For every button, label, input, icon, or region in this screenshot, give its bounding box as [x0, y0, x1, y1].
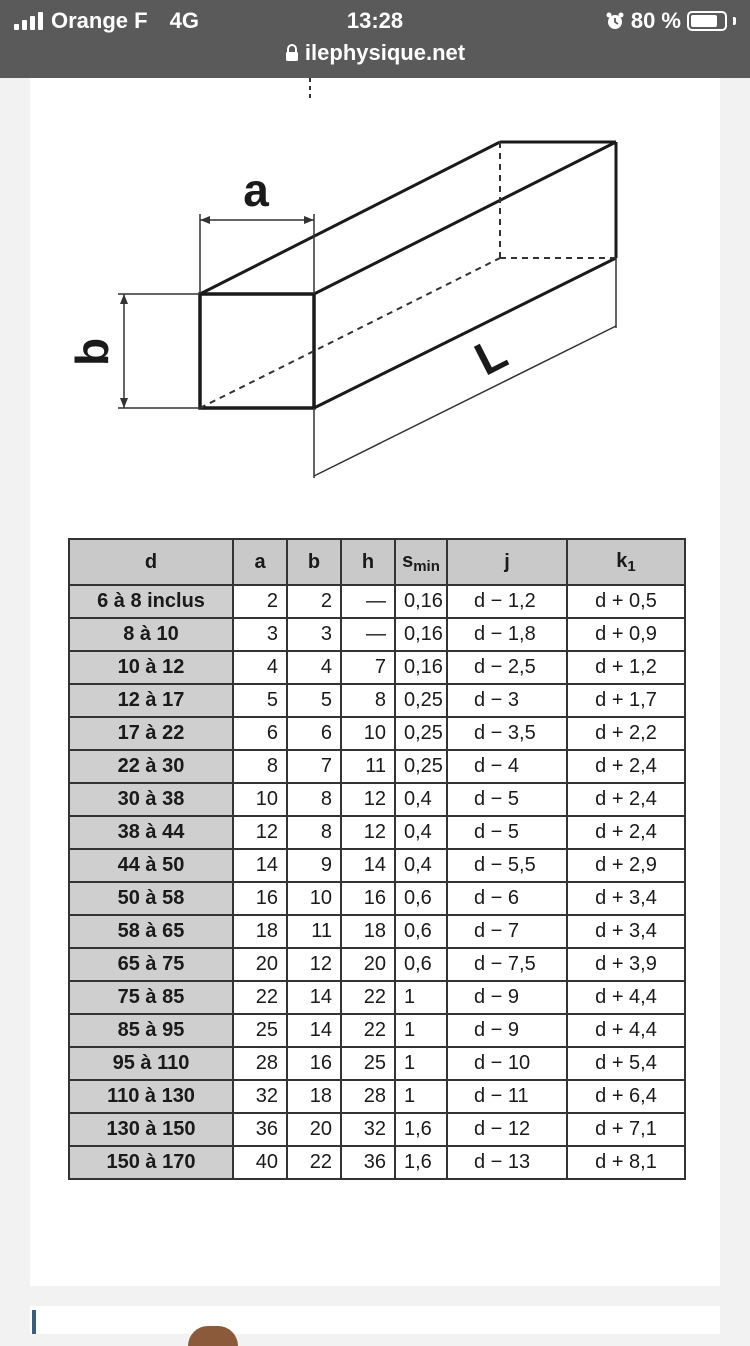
cell-smin: 1,6	[395, 1113, 447, 1146]
header-k1	[567, 539, 685, 585]
cell-b: 8	[287, 783, 341, 816]
cell-j: d − 6	[447, 882, 567, 915]
cell-j: d − 13	[447, 1146, 567, 1179]
cell-d: 85 à 95	[69, 1014, 233, 1047]
cell-a: 8	[233, 750, 287, 783]
cell-smin: 0,6	[395, 882, 447, 915]
cell-h: —	[341, 585, 395, 618]
next-card	[30, 1306, 720, 1334]
cell-j: d − 7,5	[447, 948, 567, 981]
cell-k: d + 8,1	[567, 1146, 685, 1179]
cell-smin: 0,4	[395, 849, 447, 882]
cell-j: d − 5	[447, 816, 567, 849]
battery-fill	[691, 15, 717, 27]
cell-d: 44 à 50	[69, 849, 233, 882]
cell-b: 11	[287, 915, 341, 948]
cell-d: 6 à 8 inclus	[69, 585, 233, 618]
cell-d: 75 à 85	[69, 981, 233, 1014]
table-row	[69, 783, 685, 816]
cell-b: 2	[287, 585, 341, 618]
cell-h: 28	[341, 1080, 395, 1113]
dimension-L-label: L	[466, 326, 516, 386]
cell-a: 20	[233, 948, 287, 981]
table-row	[69, 882, 685, 915]
cell-b: 5	[287, 684, 341, 717]
cell-smin: 0,4	[395, 816, 447, 849]
cell-k: d + 2,9	[567, 849, 685, 882]
cell-j: d − 1,8	[447, 618, 567, 651]
table-row	[69, 1113, 685, 1146]
cell-a: 25	[233, 1014, 287, 1047]
cell-b: 3	[287, 618, 341, 651]
cell-b: 20	[287, 1113, 341, 1146]
cell-k: d + 0,9	[567, 618, 685, 651]
cell-smin: 0,6	[395, 948, 447, 981]
cell-h: 10	[341, 717, 395, 750]
cell-smin: 1	[395, 1080, 447, 1113]
cell-b: 14	[287, 981, 341, 1014]
cell-a: 4	[233, 651, 287, 684]
cell-k: d + 2,4	[567, 783, 685, 816]
table-row	[69, 915, 685, 948]
cell-d: 150 à 170	[69, 1146, 233, 1179]
cell-d: 10 à 12	[69, 651, 233, 684]
header-h: h	[341, 539, 395, 585]
cell-h: 16	[341, 882, 395, 915]
cell-d: 50 à 58	[69, 882, 233, 915]
cell-d: 110 à 130	[69, 1080, 233, 1113]
table-body	[69, 585, 685, 1179]
cell-b: 12	[287, 948, 341, 981]
cell-a: 18	[233, 915, 287, 948]
cell-b: 22	[287, 1146, 341, 1179]
cell-k: d + 5,4	[567, 1047, 685, 1080]
cell-smin: 0,25	[395, 684, 447, 717]
cell-a: 36	[233, 1113, 287, 1146]
cell-a: 32	[233, 1080, 287, 1113]
cell-k: d + 3,4	[567, 915, 685, 948]
cell-j: d − 1,2	[447, 585, 567, 618]
page-url: ilephysique.net	[304, 40, 466, 65]
cell-h: 12	[341, 816, 395, 849]
cell-k: d + 2,2	[567, 717, 685, 750]
cell-d: 12 à 17	[69, 684, 233, 717]
cell-smin: 0,16	[395, 651, 447, 684]
table-row	[69, 948, 685, 981]
cell-h: 18	[341, 915, 395, 948]
cell-k: d + 4,4	[567, 1014, 685, 1047]
address-bar[interactable]	[0, 40, 750, 66]
cell-h: 12	[341, 783, 395, 816]
cell-smin: 0,25	[395, 717, 447, 750]
cell-k: d + 7,1	[567, 1113, 685, 1146]
cell-k: d + 1,7	[567, 684, 685, 717]
cell-d: 130 à 150	[69, 1113, 233, 1146]
battery-icon	[687, 11, 727, 31]
table-row	[69, 684, 685, 717]
status-bar	[0, 0, 750, 78]
header-smin	[395, 539, 447, 585]
cell-j: d − 5,5	[447, 849, 567, 882]
cell-j: d − 12	[447, 1113, 567, 1146]
front-face	[200, 294, 314, 408]
cell-j: d − 11	[447, 1080, 567, 1113]
cell-k: d + 3,4	[567, 882, 685, 915]
cell-b: 16	[287, 1047, 341, 1080]
table-row	[69, 750, 685, 783]
header-k: k	[616, 549, 628, 572]
table-row	[69, 717, 685, 750]
cell-smin: 1	[395, 981, 447, 1014]
cell-h: 22	[341, 1014, 395, 1047]
network-type: 4G	[169, 8, 199, 33]
key-diagram	[30, 78, 720, 508]
table-header-row	[69, 539, 685, 585]
dimension-b-label: b	[66, 337, 118, 367]
cell-h: 8	[341, 684, 395, 717]
cell-b: 4	[287, 651, 341, 684]
cell-smin: 1,6	[395, 1146, 447, 1179]
cell-j: d − 2,5	[447, 651, 567, 684]
dimension-a-label: a	[243, 164, 269, 216]
cell-b: 18	[287, 1080, 341, 1113]
table-row	[69, 849, 685, 882]
cell-d: 8 à 10	[69, 618, 233, 651]
cell-k: d + 1,2	[567, 651, 685, 684]
cell-j: d − 4	[447, 750, 567, 783]
cell-h: 36	[341, 1146, 395, 1179]
cell-k: d + 2,4	[567, 816, 685, 849]
battery-tip	[733, 17, 736, 25]
cell-h: 14	[341, 849, 395, 882]
cell-smin: 0,25	[395, 750, 447, 783]
cell-d: 17 à 22	[69, 717, 233, 750]
avatar	[188, 1326, 238, 1346]
table-row	[69, 981, 685, 1014]
cell-j: d − 9	[447, 981, 567, 1014]
carrier-name: Orange F	[51, 8, 148, 33]
cell-smin: 0,6	[395, 915, 447, 948]
header-k-subscript: 1	[627, 557, 636, 575]
cell-a: 14	[233, 849, 287, 882]
cell-a: 28	[233, 1047, 287, 1080]
table-row	[69, 1047, 685, 1080]
cell-smin: 1	[395, 1047, 447, 1080]
cell-b: 7	[287, 750, 341, 783]
header-d: d	[69, 539, 233, 585]
cell-smin: 1	[395, 1014, 447, 1047]
cell-b: 6	[287, 717, 341, 750]
cell-j: d − 3	[447, 684, 567, 717]
cell-a: 5	[233, 684, 287, 717]
cell-b: 8	[287, 816, 341, 849]
table-row	[69, 1146, 685, 1179]
next-card-accent	[32, 1310, 36, 1334]
battery-percentage: 80 %	[630, 8, 681, 33]
cell-h: 22	[341, 981, 395, 1014]
cell-k: d + 6,4	[567, 1080, 685, 1113]
cell-smin: 0,16	[395, 585, 447, 618]
header-j: j	[447, 539, 567, 585]
cell-h: 7	[341, 651, 395, 684]
cell-b: 10	[287, 882, 341, 915]
table-row	[69, 618, 685, 651]
cell-a: 22	[233, 981, 287, 1014]
cell-b: 14	[287, 1014, 341, 1047]
cell-smin: 0,16	[395, 618, 447, 651]
cell-a: 3	[233, 618, 287, 651]
cell-a: 16	[233, 882, 287, 915]
cell-j: d − 9	[447, 1014, 567, 1047]
cell-a: 40	[233, 1146, 287, 1179]
cell-h: 20	[341, 948, 395, 981]
cell-j: d − 7	[447, 915, 567, 948]
cell-a: 2	[233, 585, 287, 618]
content-card	[30, 78, 720, 1286]
header-s: s	[402, 549, 414, 572]
cell-h: 25	[341, 1047, 395, 1080]
cell-d: 38 à 44	[69, 816, 233, 849]
cell-d: 58 à 65	[69, 915, 233, 948]
header-a: a	[233, 539, 287, 585]
cell-d: 30 à 38	[69, 783, 233, 816]
cell-h: 32	[341, 1113, 395, 1146]
table-row	[69, 1014, 685, 1047]
cell-b: 9	[287, 849, 341, 882]
cell-k: d + 4,4	[567, 981, 685, 1014]
cell-d: 65 à 75	[69, 948, 233, 981]
cell-h: —	[341, 618, 395, 651]
alarm-icon	[605, 11, 625, 31]
cell-j: d − 10	[447, 1047, 567, 1080]
cell-d: 95 à 110	[69, 1047, 233, 1080]
cell-a: 10	[233, 783, 287, 816]
header-s-subscript: min	[413, 557, 440, 575]
clock: 13:28	[346, 8, 404, 33]
table-row	[69, 651, 685, 684]
cell-k: d + 0,5	[567, 585, 685, 618]
cell-smin: 0,4	[395, 783, 447, 816]
cell-j: d − 3,5	[447, 717, 567, 750]
cell-h: 11	[341, 750, 395, 783]
key-dimensions-table	[68, 538, 686, 1180]
table-row	[69, 1080, 685, 1113]
cell-a: 6	[233, 717, 287, 750]
status-right	[605, 8, 736, 34]
cell-d: 22 à 30	[69, 750, 233, 783]
cell-k: d + 3,9	[567, 948, 685, 981]
table-row	[69, 585, 685, 618]
header-b: b	[287, 539, 341, 585]
cell-j: d − 5	[447, 783, 567, 816]
lock-icon	[285, 44, 299, 62]
table-row	[69, 816, 685, 849]
cell-a: 12	[233, 816, 287, 849]
cell-k: d + 2,4	[567, 750, 685, 783]
